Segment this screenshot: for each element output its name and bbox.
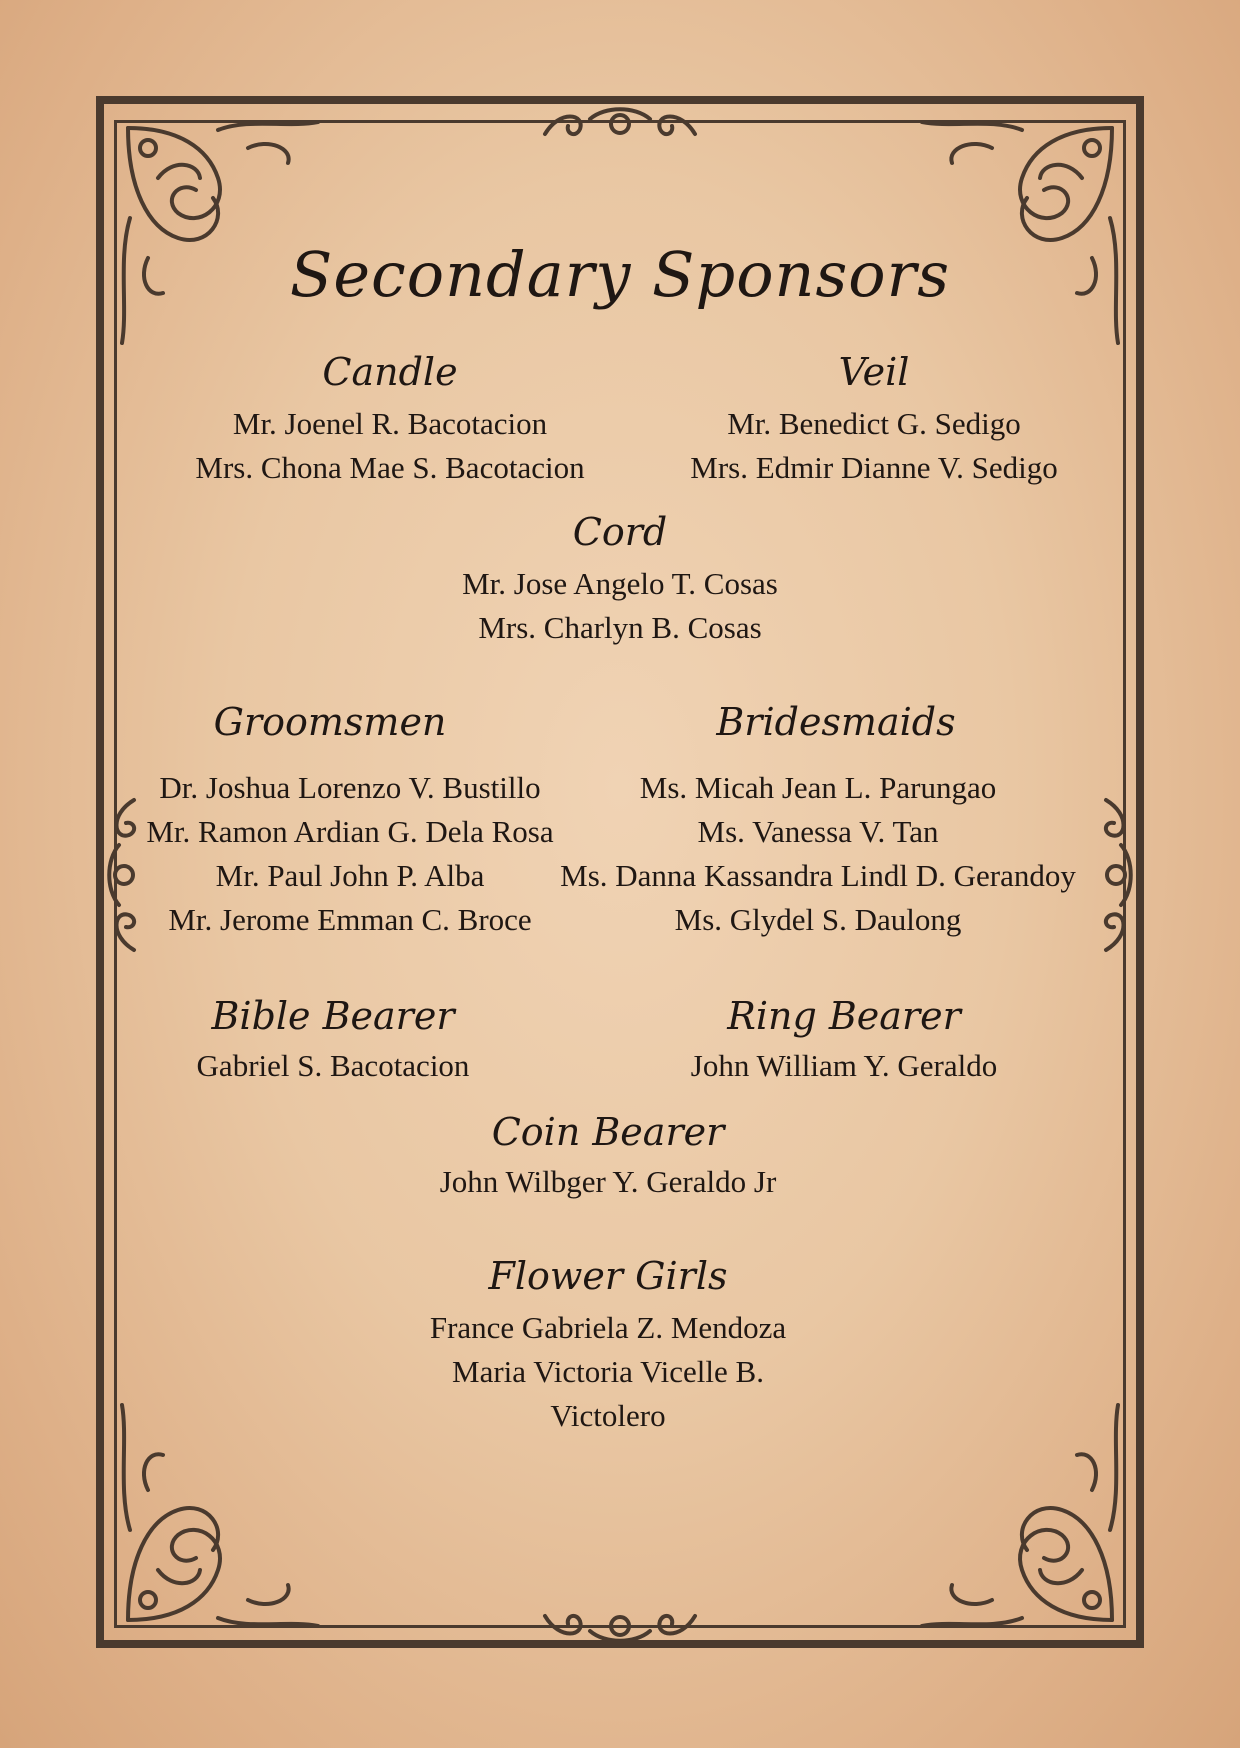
- groomsman-name: Mr. Jerome Emman C. Broce: [168, 902, 532, 937]
- coin-bearer-names: [408, 1160, 808, 1204]
- bible-bearer-names: [133, 1044, 533, 1088]
- groomsmen-names: [135, 766, 565, 942]
- candle-names: [150, 402, 630, 490]
- cord-heading: Cord: [572, 510, 668, 554]
- flower-girls-heading: Flower Girls: [488, 1254, 728, 1298]
- veil-name: Mrs. Edmir Dianne V. Sedigo: [690, 450, 1058, 485]
- veil-name: Mr. Benedict G. Sedigo: [727, 406, 1021, 441]
- ring-bearer-name: John William Y. Geraldo: [690, 1048, 998, 1083]
- flower-girl-name: Victolero: [550, 1398, 666, 1433]
- coin-bearer-name: John Wilbger Y. Geraldo Jr: [439, 1164, 777, 1199]
- scroll-ornament-top: [540, 104, 700, 144]
- bridesmaid-name: Ms. Micah Jean L. Parungao: [639, 770, 997, 805]
- scroll-ornament-right: [1096, 795, 1136, 955]
- bible-bearer-heading: Bible Bearer: [211, 994, 455, 1038]
- candle-name: Mr. Joenel R. Bacotacion: [232, 406, 548, 441]
- coin-bearer-heading: Coin Bearer: [491, 1110, 725, 1154]
- candle-heading: Candle: [322, 350, 458, 394]
- corner-ornament-top-right: [912, 118, 1122, 348]
- bridesmaids-heading: Bridesmaids: [716, 700, 956, 744]
- corner-ornament-top-left: [118, 118, 328, 348]
- page-title: Secondary Sponsors: [289, 238, 951, 311]
- scroll-ornament-bottom: [540, 1606, 700, 1646]
- groomsmen-heading: Groomsmen: [213, 700, 447, 744]
- bridesmaid-name: Ms. Vanessa V. Tan: [697, 814, 939, 849]
- bridesmaid-name: Ms. Danna Kassandra Lindl D. Gerandoy: [560, 858, 1076, 893]
- ring-bearer-heading: Ring Bearer: [727, 994, 961, 1038]
- bridesmaids-names: [548, 766, 1088, 942]
- bridesmaid-name: Ms. Glydel S. Daulong: [674, 902, 962, 937]
- groomsman-name: Mr. Paul John P. Alba: [215, 858, 485, 893]
- ring-bearer-names: [644, 1044, 1044, 1088]
- cord-names: [380, 562, 860, 650]
- candle-name: Mrs. Chona Mae S. Bacotacion: [195, 450, 585, 485]
- cord-name: Mr. Jose Angelo T. Cosas: [462, 566, 778, 601]
- veil-heading: Veil: [838, 350, 910, 394]
- cord-name: Mrs. Charlyn B. Cosas: [478, 610, 762, 645]
- flower-girl-name: France Gabriela Z. Mendoza: [429, 1310, 787, 1345]
- groomsman-name: Dr. Joshua Lorenzo V. Bustillo: [159, 770, 541, 805]
- corner-ornament-bottom-right: [912, 1400, 1122, 1630]
- groomsman-name: Mr. Ramon Ardian G. Dela Rosa: [146, 814, 554, 849]
- bible-bearer-name: Gabriel S. Bacotacion: [196, 1048, 470, 1083]
- veil-names: [634, 402, 1114, 490]
- corner-ornament-bottom-left: [118, 1400, 328, 1630]
- flower-girl-name: Maria Victoria Vicelle B.: [452, 1354, 764, 1389]
- flower-girls-names: [388, 1306, 828, 1438]
